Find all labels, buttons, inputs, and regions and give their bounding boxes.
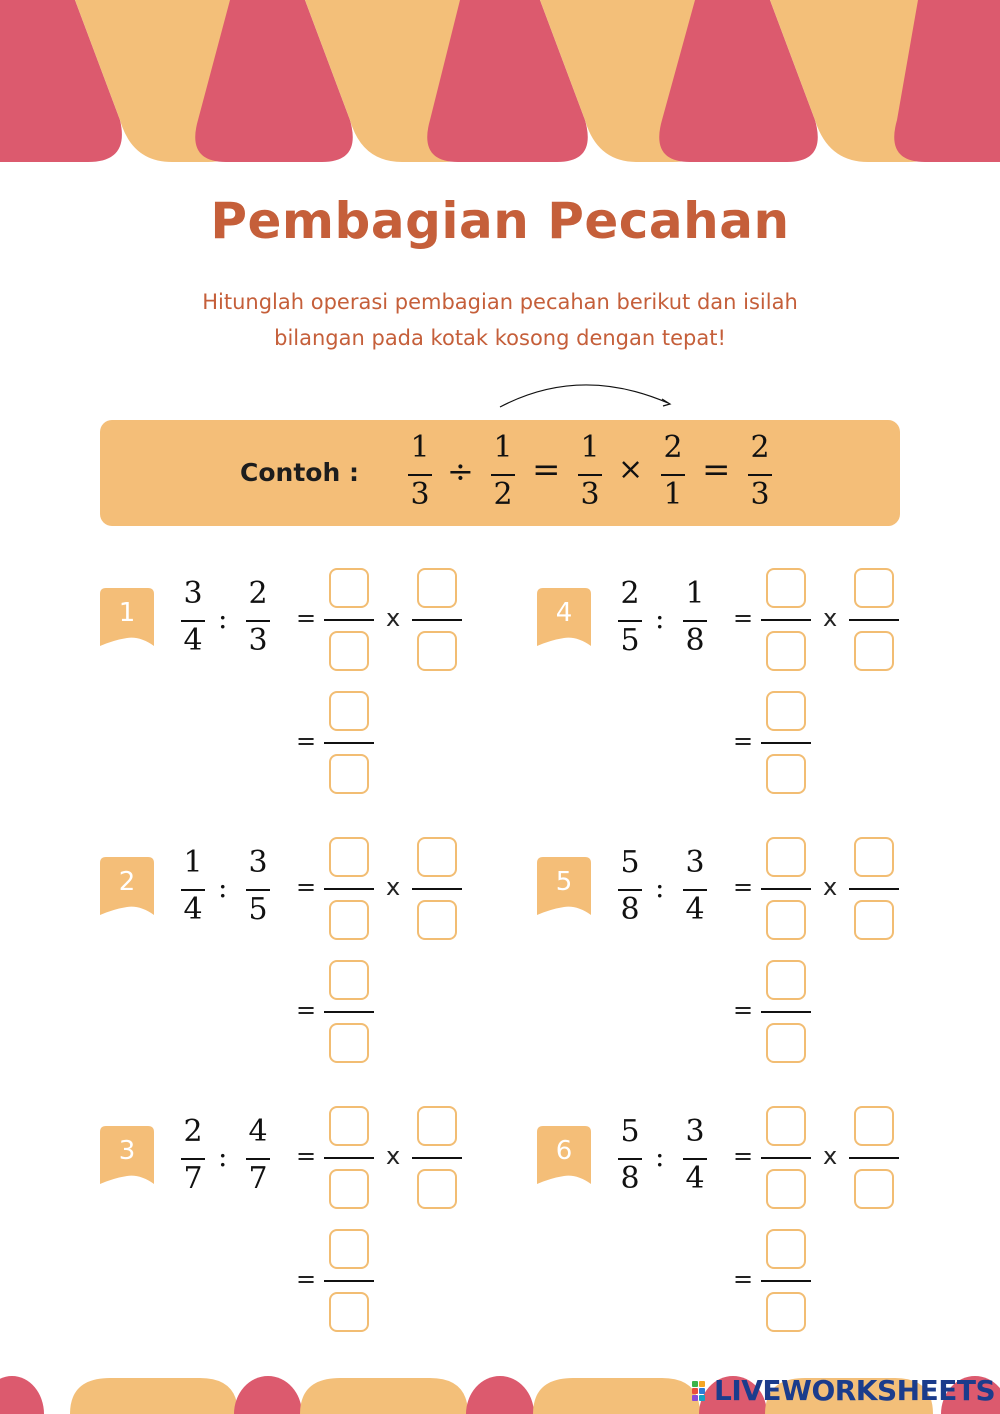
denominator-answer-box[interactable]: [766, 1292, 806, 1332]
numerator: 2: [663, 430, 683, 465]
denominator-answer-box[interactable]: [329, 900, 369, 940]
problem-number-badge: [100, 857, 154, 917]
equals-sign: =: [733, 604, 754, 632]
answer-fraction-1: [324, 568, 374, 674]
numerator-answer-box[interactable]: [854, 568, 894, 608]
multiply-sign: x: [386, 873, 401, 901]
numerator: 1: [183, 845, 203, 880]
example-label: Contoh :: [240, 458, 359, 487]
fraction-bar: [761, 1280, 811, 1282]
fraction-bar: [849, 619, 899, 621]
numerator-answer-box[interactable]: [329, 960, 369, 1000]
numerator: 2: [620, 576, 640, 611]
denominator-answer-box[interactable]: [329, 1023, 369, 1063]
result-fraction: [324, 691, 374, 797]
multiply-sign: x: [386, 604, 401, 632]
numerator-answer-box[interactable]: [329, 1229, 369, 1269]
numerator: 2: [750, 430, 770, 465]
fraction-bar: [578, 474, 602, 476]
problem-3: [0, 1106, 470, 1346]
numerator-answer-box[interactable]: [766, 1229, 806, 1269]
answer-fraction-1: [761, 568, 811, 674]
problem-number-badge: [537, 857, 591, 917]
numerator: 3: [685, 845, 705, 880]
denominator: 4: [685, 892, 705, 927]
numerator: 5: [620, 845, 640, 880]
fraction-bar: [324, 888, 374, 890]
multiply-sign: x: [823, 873, 838, 901]
fraction-bar: [324, 619, 374, 621]
fraction-bar: [761, 742, 811, 744]
multiply-sign: x: [823, 604, 838, 632]
numerator-answer-box[interactable]: [766, 1106, 806, 1146]
fraction-bar: [181, 889, 205, 891]
equals-sign: =: [296, 873, 317, 901]
denominator: 4: [183, 892, 203, 927]
division-colon: :: [218, 1140, 228, 1173]
denominator: 8: [685, 623, 705, 658]
denominator: 2: [493, 477, 513, 512]
example-arc-arrow: [490, 375, 690, 415]
numerator: 3: [248, 845, 268, 880]
numerator: 4: [248, 1114, 268, 1149]
problem-number: 2: [118, 867, 136, 897]
division-colon: :: [218, 602, 228, 635]
answer-fraction-2: [849, 1106, 899, 1212]
fraction-bar: [246, 1158, 270, 1160]
denominator-answer-box[interactable]: [329, 1292, 369, 1332]
numerator: 3: [183, 576, 203, 611]
numerator-answer-box[interactable]: [854, 1106, 894, 1146]
denominator: 3: [248, 623, 268, 658]
denominator-answer-box[interactable]: [854, 900, 894, 940]
division-colon: :: [655, 871, 665, 904]
fraction-bar: [661, 474, 685, 476]
divide-operator: ÷: [447, 452, 474, 490]
fraction-bar: [761, 1011, 811, 1013]
denominator-answer-box[interactable]: [854, 1169, 894, 1209]
fraction-bar: [849, 1157, 899, 1159]
page-title: Pembagian Pecahan: [210, 192, 790, 250]
equals-sign: =: [296, 604, 317, 632]
numerator-answer-box[interactable]: [766, 568, 806, 608]
equals-sign: =: [733, 1265, 754, 1293]
numerator-answer-box[interactable]: [329, 691, 369, 731]
equals-sign: =: [733, 996, 754, 1024]
result-fraction: [761, 1229, 811, 1335]
fraction-bar: [761, 1157, 811, 1159]
example-box: [100, 420, 900, 526]
problem-2: [0, 837, 470, 1077]
answer-fraction-1: [761, 1106, 811, 1212]
numerator: 1: [685, 576, 705, 611]
denominator: 4: [183, 623, 203, 658]
multiply-sign: x: [386, 1142, 401, 1170]
denominator: 7: [248, 1161, 268, 1196]
answer-fraction-2: [849, 837, 899, 943]
numerator: 1: [410, 430, 430, 465]
denominator: 8: [620, 1161, 640, 1196]
answer-fraction-1: [324, 1106, 374, 1212]
multiply-sign: x: [823, 1142, 838, 1170]
result-fraction: [324, 1229, 374, 1335]
problem-number: 6: [555, 1136, 573, 1166]
fraction-bar: [849, 888, 899, 890]
numerator-answer-box[interactable]: [766, 691, 806, 731]
instructions: [100, 284, 900, 356]
instruction-line-1: Hitunglah operasi pembagian pecahan berikut dan isilah: [202, 290, 798, 314]
fraction-bar: [181, 1158, 205, 1160]
numerator-answer-box[interactable]: [766, 960, 806, 1000]
fraction-bar: [618, 1158, 642, 1160]
denominator: 3: [580, 477, 600, 512]
fraction-bar: [324, 1011, 374, 1013]
numerator: 3: [685, 1114, 705, 1149]
denominator-answer-box[interactable]: [854, 631, 894, 671]
fraction-bar: [181, 620, 205, 622]
denominator: 1: [663, 477, 683, 512]
numerator-answer-box[interactable]: [766, 837, 806, 877]
problem-number-badge: [100, 1126, 154, 1186]
equals-sign: =: [733, 727, 754, 755]
numerator: 2: [248, 576, 268, 611]
fraction-bar: [618, 889, 642, 891]
equals-sign: =: [733, 873, 754, 901]
numerator: 1: [493, 430, 513, 465]
answer-fraction-1: [324, 837, 374, 943]
equals-sign: =: [296, 1265, 317, 1293]
result-fraction: [761, 960, 811, 1066]
denominator: 7: [183, 1161, 203, 1196]
fraction-bar: [246, 889, 270, 891]
problem-number: 3: [118, 1136, 136, 1166]
numerator: 5: [620, 1114, 640, 1149]
liveworksheets-logo: [692, 1374, 995, 1407]
denominator-answer-box[interactable]: [329, 754, 369, 794]
equals-sign: =: [733, 1142, 754, 1170]
fraction-bar: [683, 889, 707, 891]
problem-4: [437, 568, 907, 808]
fraction-bar: [761, 619, 811, 621]
equals-sign: =: [296, 996, 317, 1024]
problem-number-badge: [537, 588, 591, 648]
fraction-bar: [748, 474, 772, 476]
problem-number: 4: [555, 598, 573, 628]
numerator-answer-box[interactable]: [329, 837, 369, 877]
denominator: 5: [620, 623, 640, 658]
denominator-answer-box[interactable]: [329, 631, 369, 671]
division-colon: :: [218, 871, 228, 904]
equals-sign: =: [296, 1142, 317, 1170]
fraction-bar: [491, 474, 515, 476]
top-awning-decoration: [0, 0, 1000, 165]
problem-number-badge: [537, 1126, 591, 1186]
numerator-answer-box[interactable]: [329, 1106, 369, 1146]
answer-fraction-1: [761, 837, 811, 943]
denominator-answer-box[interactable]: [766, 1023, 806, 1063]
equals-operator: =: [702, 450, 731, 490]
denominator-answer-box[interactable]: [766, 754, 806, 794]
denominator: 3: [410, 477, 430, 512]
problem-6: [437, 1106, 907, 1346]
denominator-answer-box[interactable]: [766, 900, 806, 940]
denominator: 3: [750, 477, 770, 512]
problem-1: [0, 568, 470, 808]
denominator: 4: [685, 1161, 705, 1196]
instruction-line-2: bilangan pada kotak kosong dengan tepat!: [274, 326, 726, 350]
fraction-bar: [324, 742, 374, 744]
equals-operator: =: [532, 450, 561, 490]
fraction-bar: [324, 1280, 374, 1282]
fraction-bar: [408, 474, 432, 476]
multiply-operator: ×: [618, 452, 644, 487]
liveworksheets-logo-icon: [692, 1379, 712, 1403]
liveworksheets-logo-text: LIVEWORKSHEETS: [714, 1374, 996, 1407]
fraction-bar: [683, 1158, 707, 1160]
fraction-bar: [761, 888, 811, 890]
division-colon: :: [655, 602, 665, 635]
fraction-bar: [683, 620, 707, 622]
division-colon: :: [655, 1140, 665, 1173]
result-fraction: [324, 960, 374, 1066]
denominator-answer-box[interactable]: [329, 1169, 369, 1209]
result-fraction: [761, 691, 811, 797]
problem-number-badge: [100, 588, 154, 648]
denominator-answer-box[interactable]: [766, 1169, 806, 1209]
denominator: 5: [248, 892, 268, 927]
problem-number: 5: [555, 867, 573, 897]
numerator: 1: [580, 430, 600, 465]
problem-5: [437, 837, 907, 1077]
fraction-bar: [246, 620, 270, 622]
answer-fraction-2: [849, 568, 899, 674]
fraction-bar: [324, 1157, 374, 1159]
denominator-answer-box[interactable]: [766, 631, 806, 671]
denominator: 8: [620, 892, 640, 927]
numerator-answer-box[interactable]: [329, 568, 369, 608]
fraction-bar: [618, 620, 642, 622]
equals-sign: =: [296, 727, 317, 755]
numerator: 2: [183, 1114, 203, 1149]
problem-number: 1: [118, 598, 136, 628]
numerator-answer-box[interactable]: [854, 837, 894, 877]
